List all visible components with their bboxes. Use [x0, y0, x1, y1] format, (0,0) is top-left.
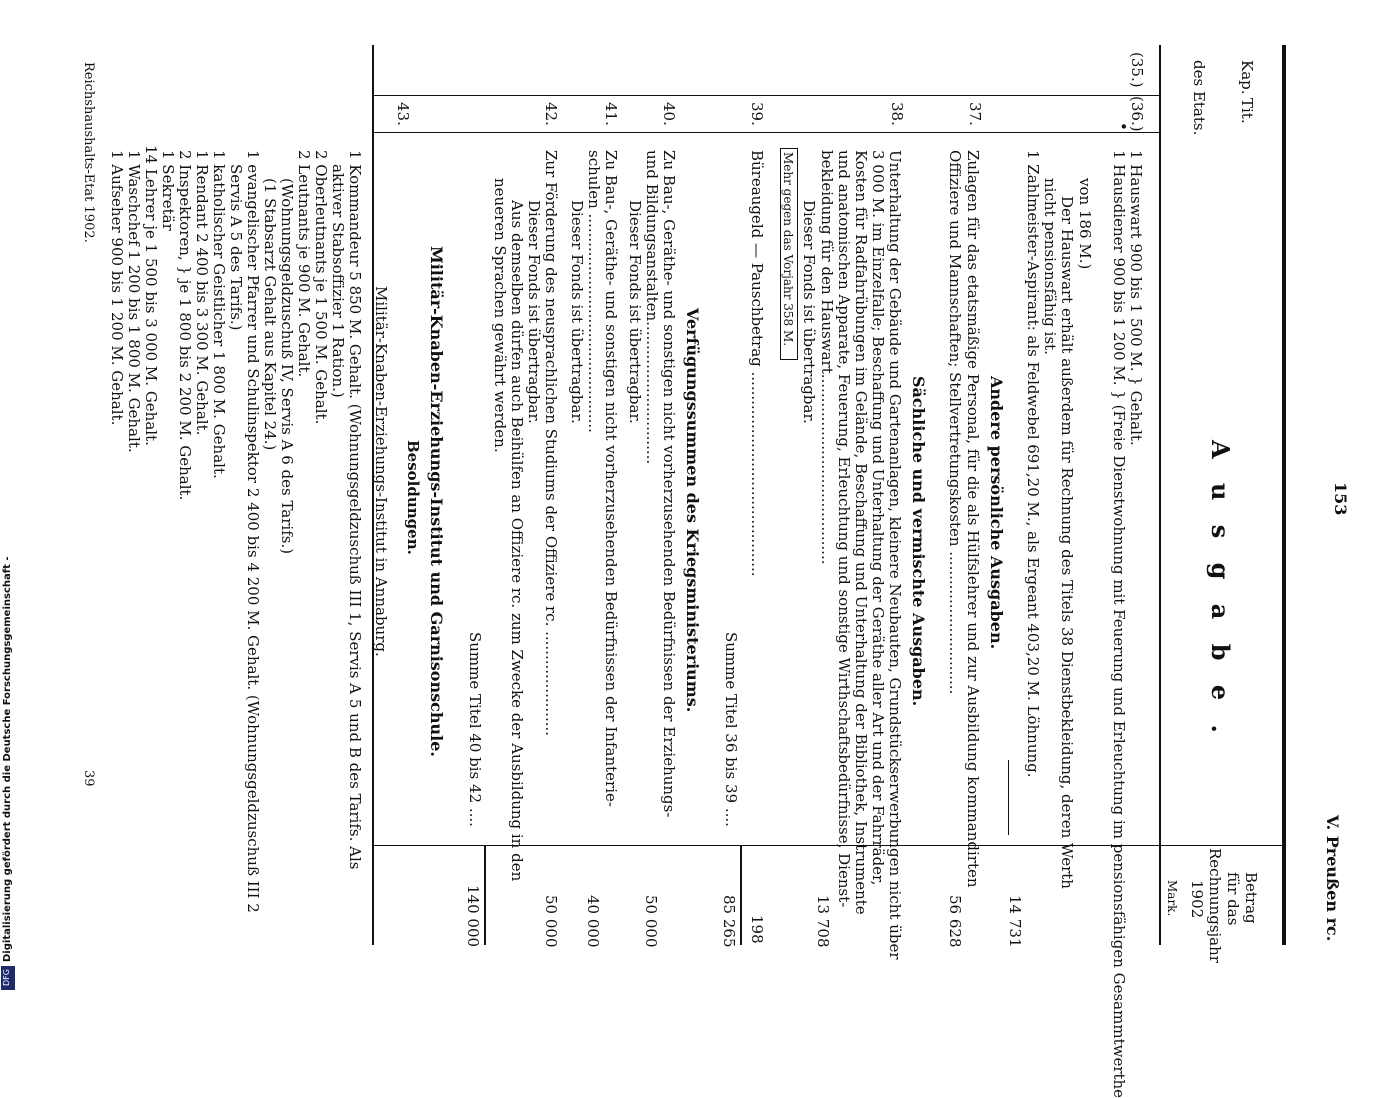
heading-saechl: Sächliche und vermischte Ausgaben. — [909, 376, 928, 707]
line-l33: 1 evangelischer Pfarrer und Schulinspektor 2 400 bis 4 200 M. Gehalt. (Wohnungsgeldzuschuß III 2 — [244, 150, 262, 913]
heading-andere: Andere persönliche Ausgaben. — [987, 376, 1006, 650]
line-l39: 14 Lehrer je 1 500 bis 3 000 M. Gehalt. — [142, 145, 160, 446]
tit-37: 37. — [966, 102, 984, 126]
line-l12: und anatomischen Apparate, Feuerung, Erleuchtung und sonstige Wirthschaftsbedürfnisse, Dienst- — [835, 150, 853, 908]
mehr-note: Mehr gegen das Vorjahr 358 M. — [781, 152, 795, 347]
line-l41: 1 Aufseher 900 bis 1 200 M. Gehalt. — [108, 150, 126, 426]
amount-198: 198 — [748, 915, 766, 944]
line-l5: nicht pensionsfähig ist. — [1041, 178, 1059, 355]
line-l20: schulen .............................................. — [585, 150, 603, 433]
col-betrag-3: Rechnungsjahr — [1206, 848, 1224, 963]
line-l17: und Bildungsanstalten.............................. — [643, 150, 661, 465]
heading-verf: Verfügungssummen des Kriegsministeriums. — [683, 308, 702, 713]
line-l7: Zulagen für das etatsmäßige Personal, für die als Hülfslehrer und zur Ausbildung kommandirten — [964, 150, 982, 888]
line-l38: 1 Sekretär — [159, 150, 177, 231]
tit-40: 40. — [660, 102, 678, 126]
line-l28: aktiver Stabsoffizier 1 Ration.) — [329, 164, 347, 398]
line-l32: (1 Stabsarzt Gehalt aus Kapitel 24.) — [261, 178, 279, 451]
footer-mid: 39 — [81, 770, 96, 787]
heading-bes: Besoldungen. — [404, 440, 422, 555]
line-l19: Zu Bau-, Geräthe- und sonstigen nicht vorherzusehenden Bedürfnissen der Infanterie- — [602, 150, 620, 807]
line-l10: 3 000 M. im Einzelfalle; Beschaffung und Unterhaltung der Geräthe aller Art und der Fahrräder, — [869, 150, 887, 886]
tit-38: 38. — [888, 102, 906, 126]
line-l27: 1 Kommandeur 5 850 M. Gehalt. (Wohnungsgeldzuschuß III 1, Servis A 5 und B des Tarifs. Als — [346, 150, 364, 870]
amount-14731: 14 731 — [1006, 895, 1024, 948]
rule-37 — [1008, 760, 1009, 835]
line-l18: Dieser Fonds ist übertragbar. — [626, 200, 644, 424]
line-l26: Militär-Knaben-Erziehungs-Institut in Annaburg. — [372, 286, 390, 657]
line-l2: 1 Hausdiener 900 bis 1 200 M. } (Freie Dienstwohnung mit Feuerung und Erleuchtung im pensionsfähigen Gesammtwerthe — [1110, 150, 1128, 1098]
line-l8: Offiziere und Mannschaften; Stellvertretungskosten .............................. — [946, 150, 964, 695]
col-tit: Tit. — [1238, 98, 1256, 124]
tit-43: 43. — [394, 102, 412, 126]
summe-rule-2 — [484, 845, 486, 945]
amount-140000: 140 000 — [464, 885, 482, 948]
dfg-logo-text: DFG — [2, 969, 11, 986]
header-right: V. Preußen rc. — [1323, 815, 1342, 942]
line-l15: Büreaugeld — Pauschbetrag ........................................... — [748, 150, 766, 577]
page-number: 153 — [1331, 482, 1350, 516]
tit-39: 39. — [748, 102, 766, 126]
line-l25: neueren Sprachen gewährt werden. — [491, 178, 509, 453]
amount-50000-a: 50 000 — [642, 895, 660, 948]
amount-85265: 85 265 — [720, 895, 738, 948]
amount-56628: 56 628 — [946, 895, 964, 948]
col-betrag-1: Betrag — [1242, 872, 1260, 924]
line-l14: Dieser Fonds ist übertragbar. — [800, 200, 818, 424]
line-l6: 1 Zahlmeister-Aspirant: als Feldwebel 691,20 M., als Ergeant 403,20 M. Löhnung. — [1024, 150, 1042, 778]
line-l4: Der Hauswart erhält außerdem für Rechnung des Titels 38 Dienstbekleidung, deren Werth — [1058, 196, 1076, 889]
line-l31: (Wohnungsgeldzuschuß IV, Servis A 6 des Tarifs.) — [278, 178, 296, 555]
amount-40000: 40 000 — [584, 895, 602, 948]
line-l34: Servis A 5 des Tarifs.) — [227, 164, 245, 331]
bullet: • — [1114, 122, 1132, 131]
col-kap: Kap. — [1238, 60, 1256, 95]
footer-left: Reichshaushalts-Etat 1902. — [81, 62, 96, 243]
amount-50000-b: 50 000 — [542, 895, 560, 948]
header-divider — [1159, 45, 1161, 945]
line-l16: Zu Bau-, Geräthe- und sonstigen nicht vorherzusehenden Bedürfnissen der Erziehungs- — [660, 150, 678, 818]
line-l22: Zur Förderung des neusprachlichen Studiums der Offiziere rc. ...................... — [542, 150, 560, 737]
line-l11: Kosten für Radfahrübungen im Gelände, Beschaffung und Unterhaltung der Bibliothek, Instrumente — [852, 150, 870, 915]
top-border-thick — [1282, 45, 1286, 945]
tit-column-rule — [374, 132, 1160, 133]
summe-2: Summe Titel 40 bis 42 .... — [466, 632, 484, 827]
col-betrag-4: 1902 — [1188, 880, 1206, 919]
line-l30: 2 Leutnants je 900 M. Gehalt. — [295, 150, 313, 378]
heading-mil: Militär-Knaben-Erziehungs-Institut und Garnisonschule. — [427, 246, 446, 757]
line-l40: 1 Waschchef 1 200 bis 1 800 M. Gehalt. — [125, 150, 143, 453]
kap-35: (35.) — [1128, 52, 1146, 88]
col-des-etats: des Etats. — [1190, 60, 1208, 136]
line-l21: Dieser Fonds ist übertragbar. — [568, 200, 586, 424]
col-betrag-2: für das — [1224, 872, 1242, 926]
col-title: A u s g a b e . — [1206, 440, 1235, 741]
kap-36: (36.) — [1128, 96, 1146, 132]
line-l36: 1 Rendant 2 400 bis 3 300 M. Gehalt. — [193, 150, 211, 436]
line-l13: bekleidung für den Hauswart........................................ — [818, 150, 836, 565]
summe-1: Summe Titel 36 bis 39 .... — [722, 632, 740, 827]
col-mark: Mark. — [1165, 880, 1179, 917]
line-l24: Aus demselben dürfen auch Beihülfen an Offiziere rc. zum Zwecke der Ausbildung in den — [508, 200, 526, 882]
line-l29: 2 Oberleutnants je 1 500 M. Gehalt. — [312, 150, 330, 425]
side-note: Digitalisierung gefördert durch die Deutsche Forschungsgemeinschaft - — [2, 556, 13, 962]
tit-42: 42. — [542, 102, 560, 126]
line-l1: 1 Hauswart 900 bis 1 500 M. } Gehalt. — [1127, 150, 1145, 446]
line-l23: Dieser Fonds ist übertragbar. — [525, 200, 543, 424]
line-l37: 2 Inspektoren, } je 1 800 bis 2 200 M. Gehalt. — [176, 150, 194, 501]
amount-13708: 13 708 — [814, 895, 832, 948]
line-l35: 1 katholischer Geistlicher 1 800 M. Gehalt. — [210, 150, 228, 479]
line-l3: von 186 M.) — [1076, 178, 1094, 270]
line-l9: Unterhaltung der Gebäude und Gartenanlagen, kleinere Neubauten, Grundstückserwerbungen nicht über — [886, 150, 904, 960]
summe-rule-1 — [740, 845, 742, 945]
tit-41: 41. — [602, 102, 620, 126]
dfg-logo — [1, 966, 15, 990]
tit-column-rule-2 — [374, 95, 1160, 96]
